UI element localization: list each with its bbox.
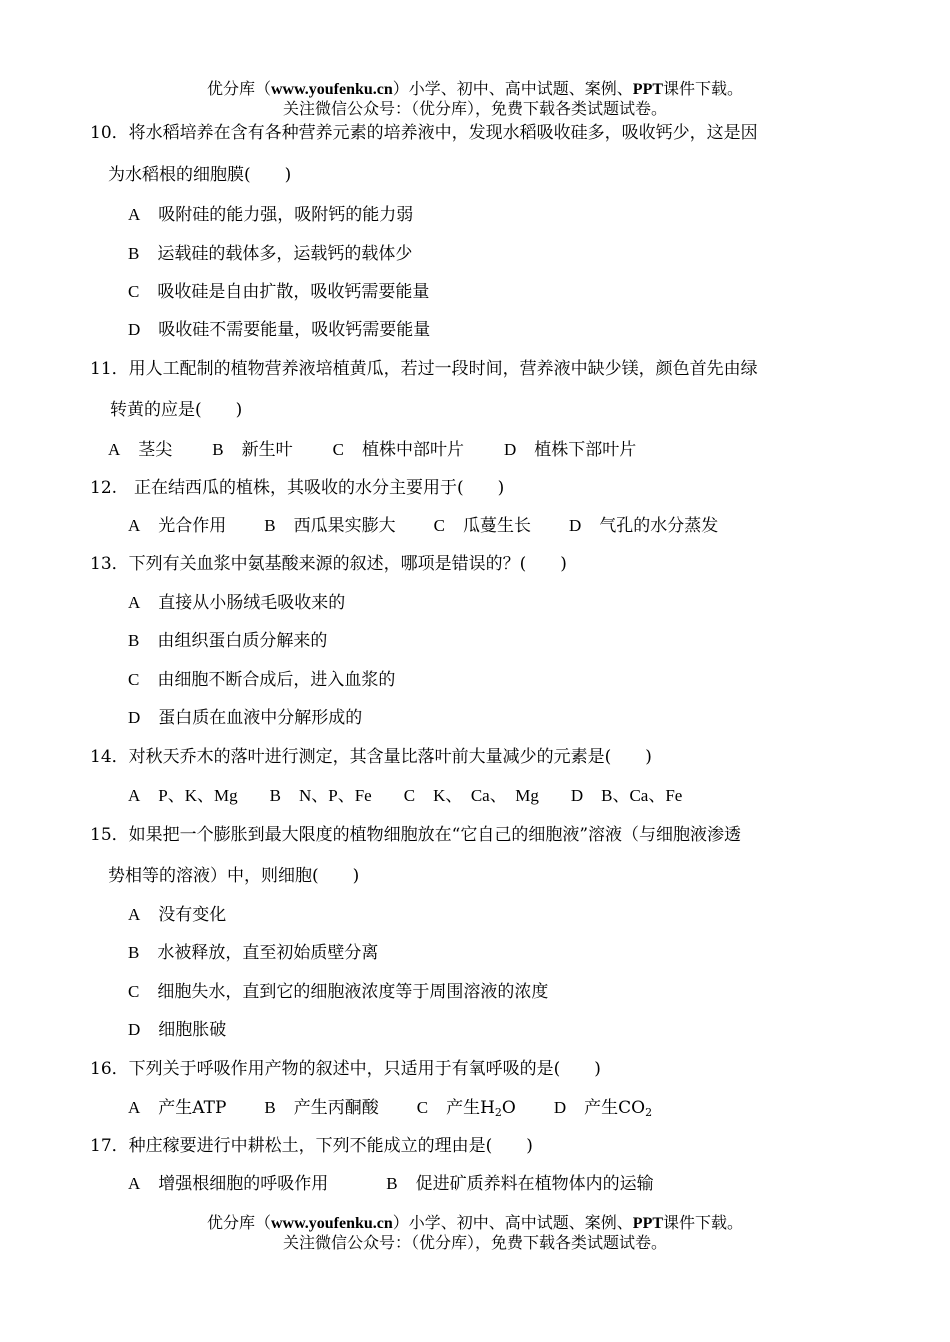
options-row: A 茎尖 B 新生叶 C 植株中部叶片 D 植株下部叶片 [108, 440, 637, 460]
header-line-1: 优分库（www.youfenku.cn）小学、初中、高中试题、案例、PPT课件下载。 [206, 79, 744, 98]
option: C 吸收硅是自由扩散，吸收钙需要能量 [128, 282, 430, 302]
question-10-stem-cont: 为水稻根的细胞膜( ) [108, 165, 292, 185]
question-11-stem-cont: 转黄的应是( ) [110, 400, 243, 420]
question-12-stem: 12. 正在结西瓜的植株，其吸收的水分主要用于( ) [90, 478, 505, 498]
question-11-stem: 11．用人工配制的植物营养液培植黄瓜，若过一段时间，营养液中缺少镁，颜色首先由绿 [90, 359, 758, 379]
option: A 吸附硅的能力强，吸附钙的能力弱 [128, 205, 414, 225]
options-row: A 产生ATP B 产生丙酮酸 C 产生$H_2O$ D 产生$CO_2$ [128, 1098, 653, 1119]
footer-line-2: 关注微信公众号：（优分库），免费下载各类试题试卷。 [282, 1233, 667, 1252]
option: A 没有变化 [128, 905, 227, 925]
option: C 细胞失水，直到它的细胞液浓度等于周围溶液的浓度 [128, 982, 549, 1002]
options-row: A P、K、Mg B N、P、Fe C K、 Ca、 Mg D B、Ca、Fe [128, 786, 683, 805]
option: D 吸收硅不需要能量，吸收钙需要能量 [128, 320, 431, 340]
option: D 蛋白质在血液中分解形成的 [128, 708, 363, 728]
site-url: www.youfenku.cn [270, 1215, 393, 1232]
option: A 直接从小肠绒毛吸收来的 [128, 593, 346, 613]
site-url: www.youfenku.cn [270, 81, 393, 98]
question-15-stem: 15．如果把一个膨胀到最大限度的植物细胞放在“它自己的细胞液”溶液（与细胞液渗透 [90, 825, 742, 845]
question-17-stem: 17．种庄稼要进行中耕松土，下列不能成立的理由是( ) [90, 1136, 533, 1156]
question-14-stem: 14．对秋天乔木的落叶进行测定，其含量比落叶前大量减少的元素是( ) [90, 747, 652, 767]
option: B 由组织蛋白质分解来的 [128, 631, 328, 651]
option: B 运载硅的载体多，运载钙的载体少 [128, 244, 413, 264]
page-footer [0, 1213, 950, 1252]
question-10-stem: 10．将水稻培养在含有各种营养元素的培养液中，发现水稻吸收硅多，吸收钙少，这是因 [90, 123, 758, 143]
header-line-2: 关注微信公众号：（优分库），免费下载各类试题试卷。 [282, 99, 667, 118]
option: C 由细胞不断合成后，进入血浆的 [128, 670, 396, 690]
options-row: A 光合作用 B 西瓜果实膨大 C 瓜蔓生长 D 气孔的水分蒸发 [128, 516, 719, 536]
question-15-stem-cont: 势相等的溶液）中，则细胞( ) [108, 866, 360, 886]
question-13-stem: 13．下列有关血浆中氨基酸来源的叙述，哪项是错误的？( ) [90, 554, 567, 574]
option: D 细胞胀破 [128, 1020, 227, 1040]
question-16-stem: 16．下列关于呼吸作用产物的叙述中，只适用于有氧呼吸的是( ) [90, 1059, 601, 1079]
options-row: A 增强根细胞的呼吸作用 B 促进矿质养料在植物体内的运输 [128, 1174, 654, 1194]
footer-line-1: 优分库（www.youfenku.cn）小学、初中、高中试题、案例、PPT课件下载。 [206, 1213, 744, 1232]
option: B 水被释放，直至初始质壁分离 [128, 943, 379, 963]
page-header [0, 79, 950, 118]
